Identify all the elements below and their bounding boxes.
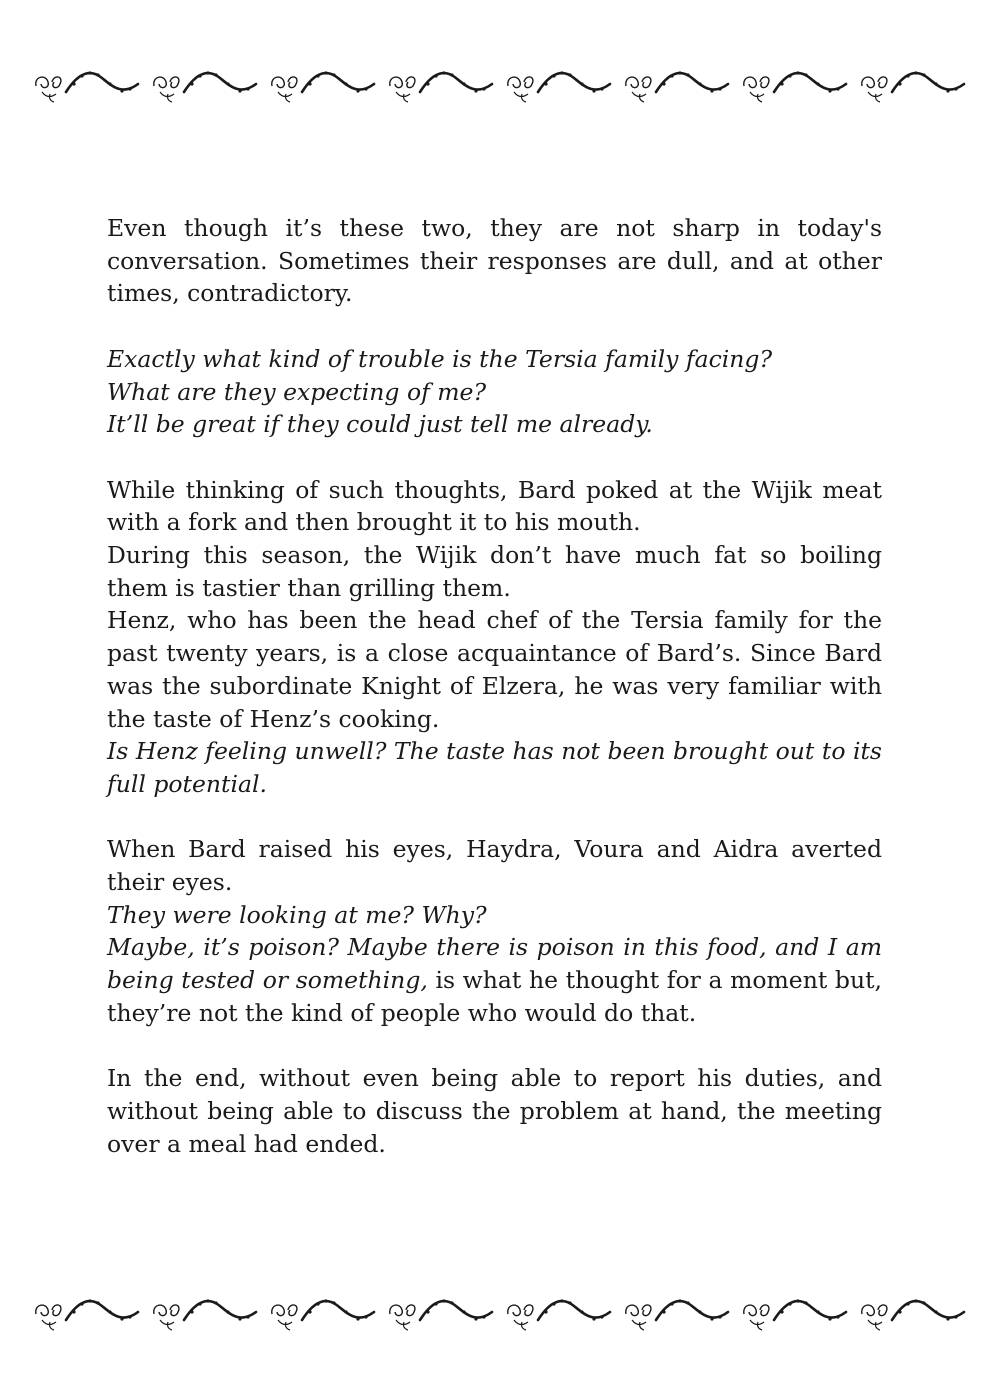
- narration-span: is what he thought for a moment but, they’re not the kind of people who would do that.: [107, 966, 882, 1027]
- ornament-motif: [36, 71, 138, 102]
- ornament-motif: [626, 1299, 728, 1330]
- paragraph: In the end, without even being able to report his duties, and without being able to discuss the problem at hand, the meeting over a meal had ended.: [107, 1064, 882, 1158]
- ornament-motif: [154, 1299, 256, 1330]
- italic-thought-line: It’ll be great if they could just tell me already.: [107, 410, 653, 439]
- ornament-motif: [272, 1299, 374, 1330]
- ornament-motif: [272, 71, 374, 102]
- scroll-vine-border-icon: [30, 62, 980, 106]
- paragraph: While thinking of such thoughts, Bard poked at the Wijik meat with a fork and then brought it to his mouth.: [107, 475, 882, 537]
- ornament-motif: [508, 1299, 610, 1330]
- ornament-motif: [36, 1299, 138, 1330]
- ornament-motif: [744, 71, 846, 102]
- ornament-motif: [862, 71, 964, 102]
- italic-thought-line: Exactly what kind of trouble is the Tersia family facing?: [107, 344, 773, 373]
- ornament-motif: [744, 1299, 846, 1330]
- italic-thought-line: They were looking at me? Why?: [107, 900, 487, 929]
- ornament-motif: [626, 71, 728, 102]
- paragraph: Henz, who has been the head chef of the Tersia family for the past twenty years, is a close acquaintance of Bard’s. Since Bard was the subordinate Knight of Elzera, he was very familiar with the taste of Henz’s cooking.: [107, 606, 882, 733]
- top-ornament-border: [30, 62, 980, 106]
- ornament-motif: [862, 1299, 964, 1330]
- paragraph: When Bard raised his eyes, Haydra, Voura and Aidra averted their eyes.: [107, 835, 882, 897]
- bottom-ornament-border: [30, 1290, 980, 1334]
- italic-thought-line: What are they expecting of me?: [107, 377, 487, 406]
- ornament-motif: [390, 1299, 492, 1330]
- italic-thought-span: Maybe, it’s poison? Maybe there is poison in this food, and I am being tested or something,: [107, 933, 882, 995]
- italic-thought-line: Is Henz feeling unwell? The taste has not been brought out to its full potential.: [107, 737, 882, 798]
- mixed-paragraph: [107, 931, 882, 1029]
- ornament-motif: [508, 71, 610, 102]
- paragraph: During this season, the Wijik don’t have much fat so boiling them is tastier than grilling them.: [107, 541, 882, 602]
- document-body: [107, 212, 882, 1160]
- paragraph: Even though it’s these two, they are not sharp in today's conversation. Sometimes their responses are dull, and at other times, contradictory.: [107, 214, 882, 308]
- ornament-motif: [390, 71, 492, 102]
- scroll-vine-border-icon: [30, 1290, 980, 1334]
- ornament-motif: [154, 71, 256, 102]
